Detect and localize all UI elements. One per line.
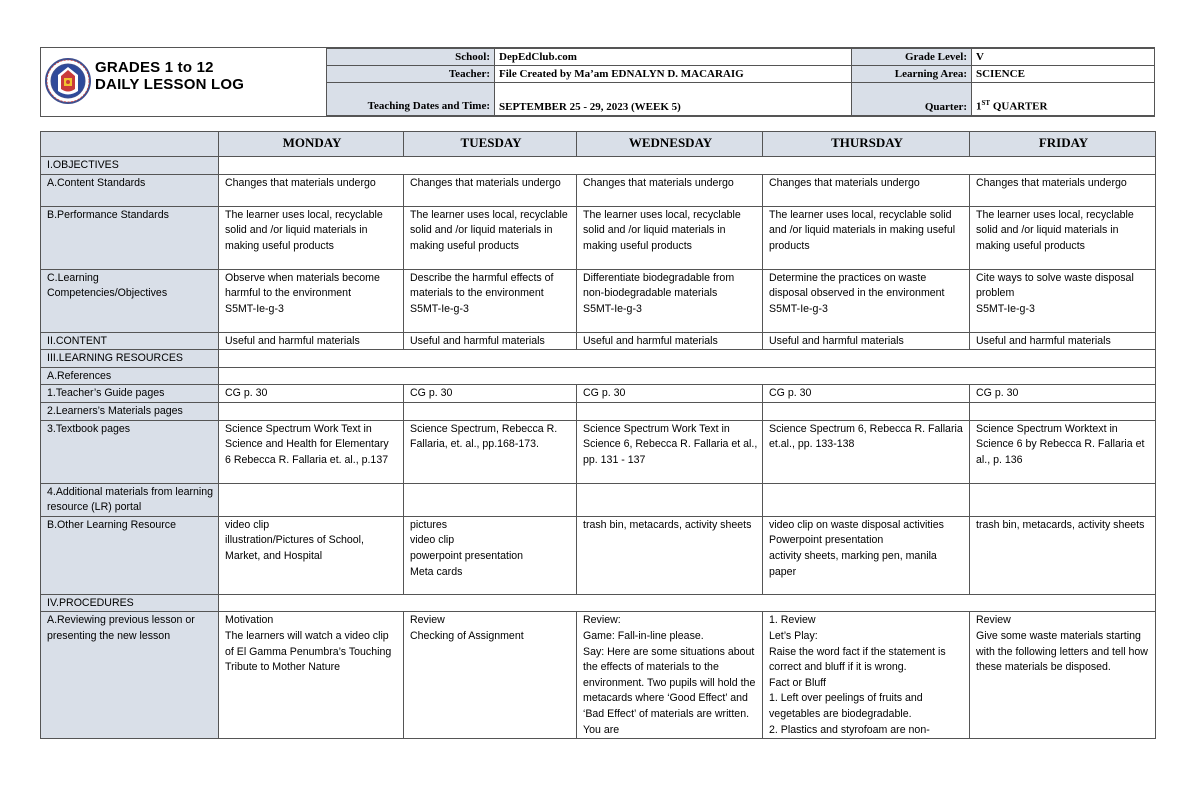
cell-thursday: Useful and harmful materials bbox=[763, 332, 970, 350]
cell-tuesday bbox=[404, 483, 577, 516]
grade-level-value: V bbox=[972, 49, 1155, 66]
cell-wednesday: Useful and harmful materials bbox=[577, 332, 763, 350]
cell-monday bbox=[219, 483, 404, 516]
learning-area-label: Learning Area: bbox=[852, 66, 972, 83]
cell-friday: Cite ways to solve waste disposal problem S5MT-Ie-g-3 bbox=[970, 269, 1156, 332]
row-label: C.Learning Competencies/Objectives bbox=[41, 269, 219, 332]
row-label: 4.Additional materials from learning resource (LR) portal bbox=[41, 483, 219, 516]
cell-tuesday bbox=[404, 402, 577, 420]
section-blank-cell bbox=[219, 350, 1156, 368]
cell-thursday: Determine the practices on waste disposal observed in the environment S5MT-Ie-g-3 bbox=[763, 269, 970, 332]
teaching-dates-label: Teaching Dates and Time: bbox=[327, 83, 495, 116]
row-label: 2.Learners’s Materials pages bbox=[41, 402, 219, 420]
table-row bbox=[41, 332, 1156, 350]
cell-thursday: CG p. 30 bbox=[763, 385, 970, 403]
row-label: 3.Textbook pages bbox=[41, 420, 219, 483]
cell-thursday bbox=[763, 402, 970, 420]
teaching-dates-value: SEPTEMBER 25 - 29, 2023 (WEEK 5) bbox=[495, 83, 852, 116]
row-label: B.Other Learning Resource bbox=[41, 516, 219, 594]
table-row bbox=[41, 157, 1156, 175]
daily-lesson-table bbox=[40, 131, 1156, 739]
cell-friday: CG p. 30 bbox=[970, 385, 1156, 403]
cell-monday: Science Spectrum Work Text in Science and Health for Elementary 6 Rebecca R. Fallaria et. al., p.137 bbox=[219, 420, 404, 483]
cell-thursday: Changes that materials undergo bbox=[763, 174, 970, 206]
cell-tuesday: Describe the harmful effects of materials to the environment S5MT-Ie-g-3 bbox=[404, 269, 577, 332]
table-row bbox=[41, 174, 1156, 206]
quarter-value bbox=[972, 83, 1155, 116]
cell-friday: Useful and harmful materials bbox=[970, 332, 1156, 350]
row-label: A.References bbox=[41, 367, 219, 385]
day-header-tuesday: TUESDAY bbox=[404, 132, 577, 157]
cell-friday: The learner uses local, recyclable solid and /or liquid materials in making useful products bbox=[970, 206, 1156, 269]
row-label: B.Performance Standards bbox=[41, 206, 219, 269]
row-label: A.Reviewing previous lesson or presenting the new lesson bbox=[41, 612, 219, 739]
cell-thursday: 1. Review Let’s Play: Raise the word fact if the statement is correct and bluff if it is wrong. Fact or Bluff 1. Left over peelings of fruits and vegetables are biodegradable. 2. Plastics and styrofoam are non- bbox=[763, 612, 970, 739]
cell-wednesday: trash bin, metacards, activity sheets bbox=[577, 516, 763, 594]
cell-monday: Observe when materials become harmful to the environment S5MT-Ie-g-3 bbox=[219, 269, 404, 332]
section-blank-cell bbox=[219, 157, 1156, 175]
cell-tuesday: Useful and harmful materials bbox=[404, 332, 577, 350]
cell-monday: CG p. 30 bbox=[219, 385, 404, 403]
cell-tuesday: Review Checking of Assignment bbox=[404, 612, 577, 739]
cell-monday: video clip illustration/Pictures of School, Market, and Hospital bbox=[219, 516, 404, 594]
table-row bbox=[41, 385, 1156, 403]
quarter-suffix: ST bbox=[981, 99, 991, 108]
cell-wednesday: Differentiate biodegradable from non-biodegradable materials S5MT-Ie-g-3 bbox=[577, 269, 763, 332]
header-info-table bbox=[326, 48, 1155, 116]
cell-monday bbox=[219, 402, 404, 420]
cell-wednesday: Changes that materials undergo bbox=[577, 174, 763, 206]
cell-tuesday: The learner uses local, recyclable solid and /or liquid materials in making useful products bbox=[404, 206, 577, 269]
cell-wednesday: Science Spectrum Work Text in Science 6, Rebecca R. Fallaria et al., pp. 131 - 137 bbox=[577, 420, 763, 483]
lesson-rows bbox=[41, 157, 1156, 739]
day-header-thursday: THURSDAY bbox=[763, 132, 970, 157]
cell-monday: Motivation The learners will watch a video clip of El Gamma Penumbra’s Touching Tribute to Mother Nature bbox=[219, 612, 404, 739]
cell-wednesday: CG p. 30 bbox=[577, 385, 763, 403]
cell-wednesday: Review: Game: Fall-in-line please. Say: Here are some situations about the effects of materials to the environment. Two pupils will hold the metacards where ‘Good Effect’ and ‘Bad Effect’ of materials are written. You are bbox=[577, 612, 763, 739]
cell-tuesday: pictures video clip powerpoint presentation Meta cards bbox=[404, 516, 577, 594]
day-header-row bbox=[41, 132, 1156, 157]
row-label: 1.Teacher’s Guide pages bbox=[41, 385, 219, 403]
row-label: II.CONTENT bbox=[41, 332, 219, 350]
cell-monday: The learner uses local, recyclable solid and /or liquid materials in making useful products bbox=[219, 206, 404, 269]
day-header-friday: FRIDAY bbox=[970, 132, 1156, 157]
cell-monday: Changes that materials undergo bbox=[219, 174, 404, 206]
cell-friday: Review Give some waste materials starting with the following letters and tell how these materials be disposed. bbox=[970, 612, 1156, 739]
table-row bbox=[41, 420, 1156, 483]
cell-thursday: video clip on waste disposal activities Powerpoint presentation activity sheets, marking pen, manila paper bbox=[763, 516, 970, 594]
row-label: I.OBJECTIVES bbox=[41, 157, 219, 175]
row-label: III.LEARNING RESOURCES bbox=[41, 350, 219, 368]
title-block bbox=[41, 48, 326, 116]
cell-friday: Changes that materials undergo bbox=[970, 174, 1156, 206]
teacher-value: File Created by Ma’am EDNALYN D. MACARAIG bbox=[495, 66, 852, 83]
grade-level-label: Grade Level: bbox=[852, 49, 972, 66]
cell-tuesday: Changes that materials undergo bbox=[404, 174, 577, 206]
header-title-line2: DAILY LESSON LOG bbox=[95, 76, 245, 93]
school-label: School: bbox=[327, 49, 495, 66]
row-label: A.Content Standards bbox=[41, 174, 219, 206]
table-row bbox=[41, 516, 1156, 594]
cell-thursday: Science Spectrum 6, Rebecca R. Fallaria et.al., pp. 133-138 bbox=[763, 420, 970, 483]
teacher-label: Teacher: bbox=[327, 66, 495, 83]
school-value: DepEdClub.com bbox=[495, 49, 852, 66]
cell-friday: Science Spectrum Worktext in Science 6 by Rebecca R. Fallaria et al., p. 136 bbox=[970, 420, 1156, 483]
header-title-line1: GRADES 1 to 12 bbox=[95, 59, 214, 76]
cell-monday: Useful and harmful materials bbox=[219, 332, 404, 350]
quarter-label: Quarter: bbox=[852, 83, 972, 116]
table-row bbox=[41, 206, 1156, 269]
cell-wednesday: The learner uses local, recyclable solid and /or liquid materials in making useful products bbox=[577, 206, 763, 269]
section-blank-cell bbox=[219, 367, 1156, 385]
cell-thursday bbox=[763, 483, 970, 516]
cell-friday bbox=[970, 402, 1156, 420]
cell-wednesday bbox=[577, 483, 763, 516]
cell-friday: trash bin, metacards, activity sheets bbox=[970, 516, 1156, 594]
section-blank-cell bbox=[219, 594, 1156, 612]
cell-friday bbox=[970, 483, 1156, 516]
day-header-wednesday: WEDNESDAY bbox=[577, 132, 763, 157]
cell-tuesday: Science Spectrum, Rebecca R. Fallaria, et. al., pp.168-173. bbox=[404, 420, 577, 483]
cell-wednesday bbox=[577, 402, 763, 420]
row-label: IV.PROCEDURES bbox=[41, 594, 219, 612]
table-row bbox=[41, 350, 1156, 368]
deped-seal-icon bbox=[45, 51, 91, 111]
quarter-number: 1 bbox=[976, 101, 982, 113]
table-row bbox=[41, 367, 1156, 385]
cell-thursday: The learner uses local, recyclable solid and /or liquid materials in making useful products bbox=[763, 206, 970, 269]
lesson-log-header bbox=[40, 47, 1155, 117]
header-corner bbox=[41, 132, 219, 157]
table-row bbox=[41, 594, 1156, 612]
quarter-word: QUARTER bbox=[990, 101, 1048, 113]
learning-area-value: SCIENCE bbox=[972, 66, 1155, 83]
table-row bbox=[41, 612, 1156, 739]
table-row bbox=[41, 402, 1156, 420]
day-header-monday: MONDAY bbox=[219, 132, 404, 157]
table-row bbox=[41, 483, 1156, 516]
table-row bbox=[41, 269, 1156, 332]
cell-tuesday: CG p. 30 bbox=[404, 385, 577, 403]
